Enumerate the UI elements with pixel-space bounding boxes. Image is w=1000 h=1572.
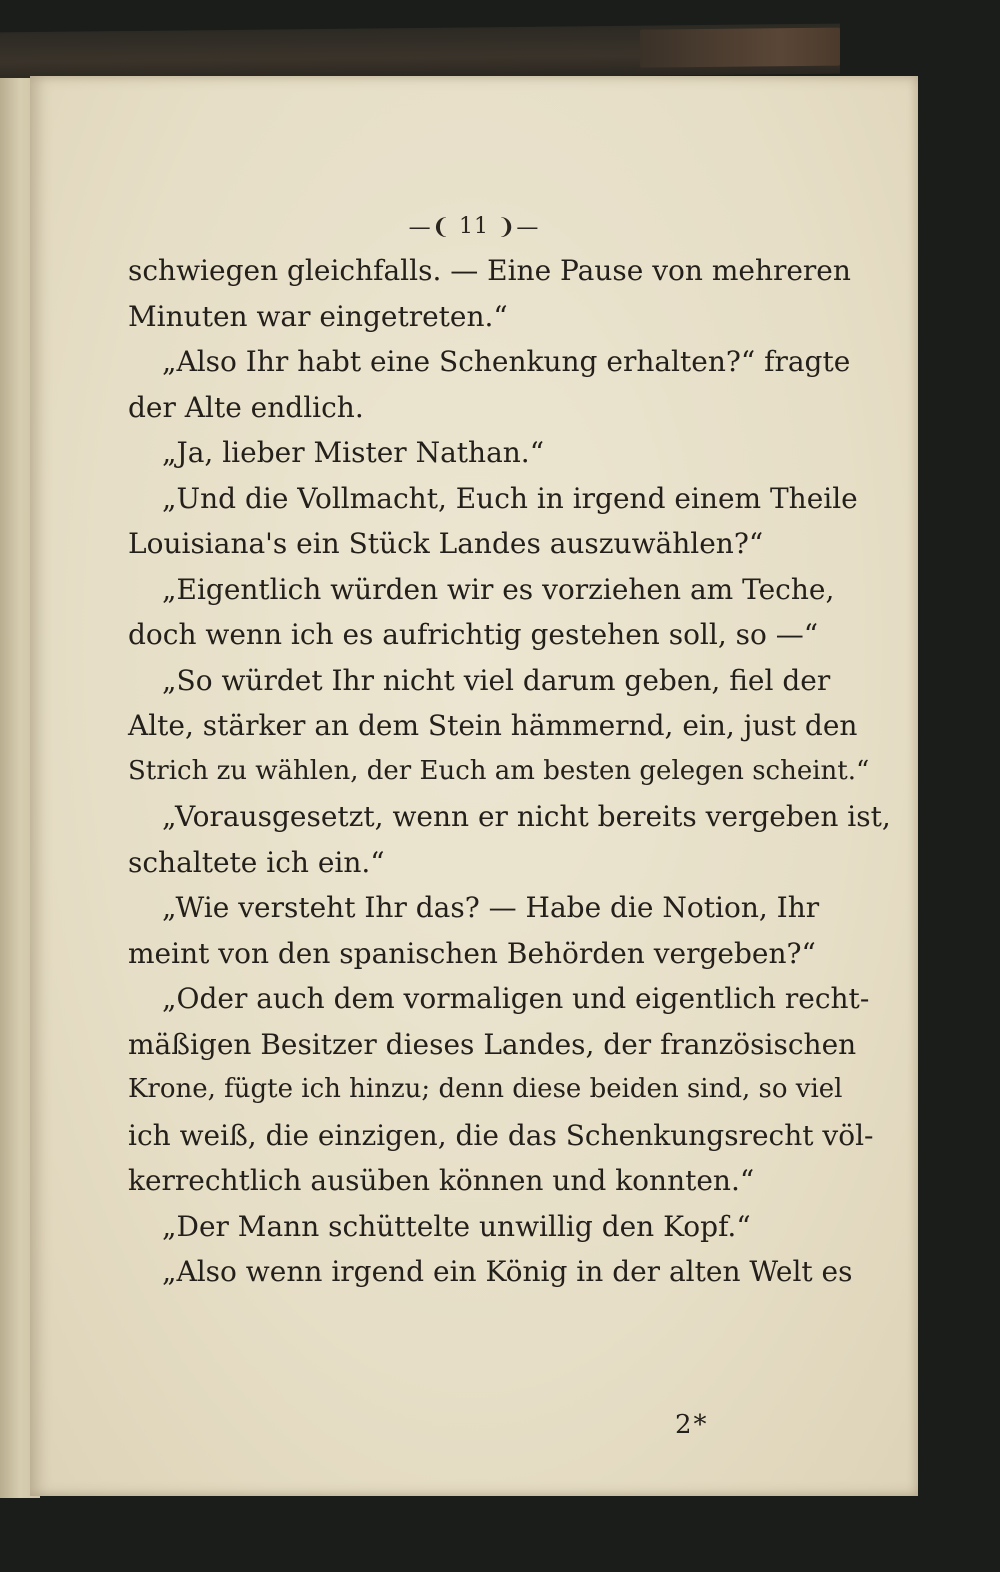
text-line: kerrechtlich ausüben können und konnten.“ bbox=[128, 1164, 755, 1197]
text-line: meint von den spanischen Behörden vergeben?“ bbox=[128, 936, 816, 970]
text-line: Alte, stärker an dem Stein hämmernd, ein, just den bbox=[128, 709, 858, 742]
ornament-right-icon: ❩— bbox=[497, 214, 540, 240]
text-line: „Vorausgesetzt, wenn er nicht bereits vergeben ist, bbox=[162, 800, 891, 833]
text-line: Strich zu wählen, der Euch am besten gelegen scheint.“ bbox=[128, 755, 870, 786]
binding-board bbox=[0, 24, 840, 83]
page-number: 11 bbox=[459, 214, 489, 239]
text-line: „So würdet Ihr nicht viel darum geben, fiel der bbox=[162, 663, 831, 697]
text-line: schaltete ich ein.“ bbox=[128, 845, 385, 879]
text-line: „Ja, lieber Mister Nathan.“ bbox=[162, 436, 545, 469]
text-line: „Also wenn irgend ein König in der alten Welt es bbox=[162, 1255, 853, 1288]
text-line: „Wie versteht Ihr das? — Habe die Notion, Ihr bbox=[162, 891, 820, 924]
text-line: „Und die Vollmacht, Euch in irgend einem Theile bbox=[162, 481, 858, 515]
ornament-left-icon: —❨ bbox=[408, 214, 451, 240]
text-line: schwiegen gleichfalls. — Eine Pause von mehreren bbox=[128, 254, 851, 287]
text-line: mäßigen Besitzer dieses Landes, der französischen bbox=[128, 1027, 857, 1061]
text-line: der Alte endlich. bbox=[128, 390, 364, 424]
text-line: Krone, fügte ich hinzu; denn diese beiden sind, so viel bbox=[128, 1074, 843, 1104]
text-line: doch wenn ich es aufrichtig gestehen soll, so —“ bbox=[128, 618, 819, 651]
text-line: ich weiß, die einzigen, die das Schenkungsrecht völ- bbox=[128, 1118, 874, 1152]
text-line: „Der Mann schüttelte unwillig den Kopf.“ bbox=[162, 1209, 751, 1243]
text-line: „Eigentlich würden wir es vorziehen am Teche, bbox=[162, 572, 835, 606]
book-page bbox=[30, 76, 918, 1496]
text-line: Minuten war eingetreten.“ bbox=[128, 299, 508, 333]
page-header bbox=[30, 214, 918, 240]
signature-mark: 2* bbox=[675, 1410, 709, 1440]
text-line: Louisiana's ein Stück Landes auszuwählen?“ bbox=[128, 527, 764, 560]
text-line: „Oder auch dem vormaligen und eigentlich recht- bbox=[162, 982, 870, 1015]
page-body bbox=[128, 248, 891, 1295]
text-line: „Also Ihr habt eine Schenkung erhalten?“ fragte bbox=[162, 345, 851, 378]
